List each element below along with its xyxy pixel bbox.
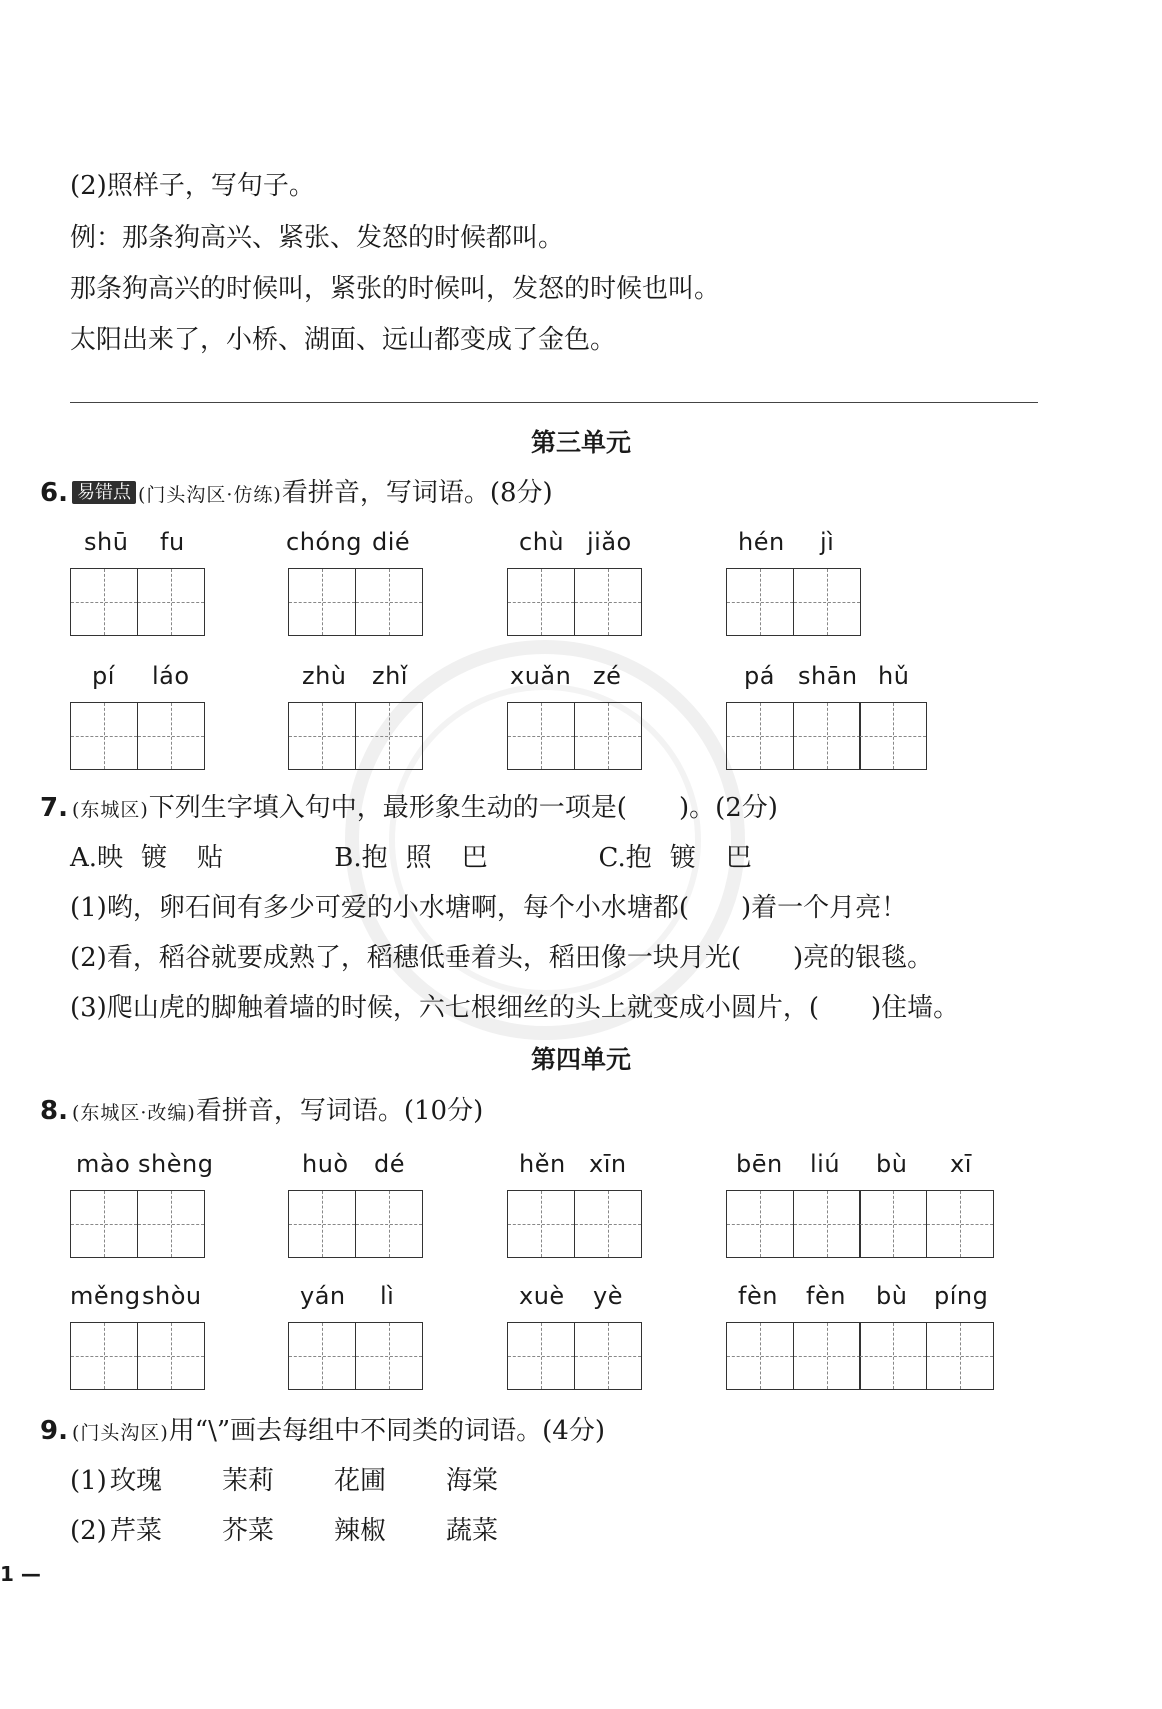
q6-number: 6. <box>40 478 68 508</box>
q7-text: 下列生字填入句中，最形象生动的一项是( )。(2分) <box>148 793 778 823</box>
row-label: (1) <box>70 1466 107 1496</box>
pinyin: fèn <box>806 1282 846 1310</box>
pinyin: xī <box>950 1150 972 1178</box>
answer-cell[interactable] <box>288 1190 356 1258</box>
pinyin: shèng <box>138 1150 214 1178</box>
answer-cell[interactable] <box>726 1322 794 1390</box>
q7-options <box>70 837 752 874</box>
row-label: (2) <box>70 1516 107 1546</box>
answer-cell[interactable] <box>355 702 423 770</box>
answer-cell[interactable] <box>137 1190 205 1258</box>
answer-cell[interactable] <box>859 1190 927 1258</box>
pinyin: liú <box>810 1150 841 1178</box>
option-char: 抱 <box>361 843 388 873</box>
pinyin: jì <box>820 528 835 556</box>
pinyin: xuǎn <box>510 662 572 690</box>
answer-cell[interactable] <box>859 1322 927 1390</box>
answer-cell[interactable] <box>793 1322 861 1390</box>
answer-cell[interactable] <box>355 1190 423 1258</box>
answer-cell[interactable] <box>793 702 861 770</box>
word[interactable]: 芥菜 <box>222 1516 275 1546</box>
answer-cell[interactable] <box>726 702 794 770</box>
pinyin: dé <box>374 1150 405 1178</box>
section-divider <box>70 402 1038 403</box>
pinyin: lì <box>380 1282 395 1310</box>
option-char: 照 <box>405 843 432 873</box>
pinyin: píng <box>934 1282 989 1310</box>
word[interactable]: 玫瑰 <box>110 1466 163 1496</box>
pinyin: bù <box>876 1282 908 1310</box>
pinyin: pí <box>92 662 115 690</box>
answer-cell[interactable] <box>507 1322 575 1390</box>
answer-cell[interactable] <box>507 568 575 636</box>
pinyin: shān <box>798 662 858 690</box>
q6-header <box>40 472 553 509</box>
word[interactable]: 茉莉 <box>222 1466 275 1496</box>
pinyin: chóng <box>286 528 363 556</box>
word[interactable]: 芹菜 <box>110 1516 163 1546</box>
pinyin: bēn <box>736 1150 783 1178</box>
option-char: 映 <box>97 843 124 873</box>
pinyin: yán <box>300 1282 346 1310</box>
answer-cell[interactable] <box>507 1190 575 1258</box>
q7-source: (东城区) <box>71 799 149 821</box>
word[interactable]: 蔬菜 <box>446 1516 499 1546</box>
pinyin: fu <box>160 528 185 556</box>
pinyin: měng <box>70 1282 141 1310</box>
q7-number: 7. <box>40 793 68 823</box>
answer-cell[interactable] <box>859 702 927 770</box>
answer-cell[interactable] <box>137 1322 205 1390</box>
answer-cell[interactable] <box>355 1322 423 1390</box>
answer-cell[interactable] <box>70 1322 138 1390</box>
option-a[interactable] <box>70 837 326 874</box>
q6-source: (门头沟区·仿练) <box>137 484 282 506</box>
answer-cell[interactable] <box>137 702 205 770</box>
option-b[interactable] <box>334 837 590 874</box>
q9-header <box>40 1410 605 1447</box>
word[interactable]: 辣椒 <box>334 1516 387 1546</box>
answer-cell[interactable] <box>574 568 642 636</box>
word[interactable]: 花圃 <box>334 1466 387 1496</box>
option-char: 巴 <box>725 843 752 873</box>
part2-instruction: (2)照样子，写句子。 <box>70 171 315 201</box>
pinyin: láo <box>152 662 190 690</box>
q7-item-2: (2)看，稻谷就要成熟了，稻穗低垂着头，稻田像一块月光( )亮的银毯。 <box>70 943 934 973</box>
pinyin: jiǎo <box>587 528 632 556</box>
q9-source: (门头沟区) <box>71 1422 169 1444</box>
option-char: 镀 <box>141 843 168 873</box>
pinyin: shū <box>84 528 129 556</box>
option-char: 贴 <box>197 843 224 873</box>
pinyin: hén <box>738 528 785 556</box>
page-number: 1 — <box>0 1562 41 1586</box>
pinyin: xuè <box>519 1282 565 1310</box>
answer-cell[interactable] <box>574 702 642 770</box>
part2-model: 那条狗高兴的时候叫，紧张的时候叫，发怒的时候也叫。 <box>70 274 721 304</box>
q8-number: 8. <box>40 1096 68 1126</box>
answer-cell[interactable] <box>507 702 575 770</box>
answer-cell[interactable] <box>288 702 356 770</box>
option-char: 抱 <box>625 843 652 873</box>
answer-cell[interactable] <box>793 1190 861 1258</box>
answer-cell[interactable] <box>288 1322 356 1390</box>
q7-item-3: (3)爬山虎的脚触着墙的时候，六七根细丝的头上就变成小圆片，( )住墙。 <box>70 993 960 1023</box>
pinyin: chù <box>519 528 565 556</box>
answer-cell[interactable] <box>574 1190 642 1258</box>
part2-task: 太阳出来了，小桥、湖面、远山都变成了金色。 <box>70 325 617 355</box>
q7-header <box>40 787 778 824</box>
q9-text: 用“\”画去每组中不同类的词语。(4分) <box>168 1416 605 1446</box>
part2-example: 例：那条狗高兴、紧张、发怒的时候都叫。 <box>70 223 565 253</box>
pinyin: zé <box>593 662 622 690</box>
q7-item-1: (1)哟，卵石间有多少可爱的小水塘啊，每个小水塘都( )着一个月亮！ <box>70 893 908 923</box>
answer-cell[interactable] <box>793 568 861 636</box>
q8-text: 看拼音，写词语。(10分) <box>195 1096 484 1126</box>
unit4-title: 第四单元 <box>530 1045 631 1074</box>
option-c[interactable] <box>599 837 752 874</box>
pinyin: yè <box>593 1282 623 1310</box>
answer-cell[interactable] <box>70 702 138 770</box>
answer-cell[interactable] <box>70 568 138 636</box>
pinyin: dié <box>372 528 411 556</box>
q9-number: 9. <box>40 1416 68 1446</box>
q9-row-1 <box>70 1460 558 1497</box>
answer-cell[interactable] <box>137 568 205 636</box>
pinyin: pá <box>744 662 775 690</box>
q9-row-2 <box>70 1510 558 1547</box>
option-char: 巴 <box>461 843 488 873</box>
word[interactable]: 海棠 <box>446 1466 499 1496</box>
q8-source: (东城区·改编) <box>71 1102 196 1124</box>
answer-cell[interactable] <box>726 568 794 636</box>
answer-cell[interactable] <box>926 1322 994 1390</box>
option-label: C. <box>598 843 626 873</box>
answer-cell[interactable] <box>574 1322 642 1390</box>
q6-badge: 易错点 <box>72 481 136 504</box>
pinyin: mào <box>76 1150 131 1178</box>
pinyin: hěn <box>519 1150 566 1178</box>
pinyin: zhù <box>302 662 347 690</box>
answer-cell[interactable] <box>288 568 356 636</box>
answer-cell[interactable] <box>926 1190 994 1258</box>
option-label: B. <box>334 843 362 873</box>
pinyin: xīn <box>589 1150 627 1178</box>
pinyin: fèn <box>738 1282 778 1310</box>
pinyin: bù <box>876 1150 908 1178</box>
pinyin: hǔ <box>878 662 910 690</box>
pinyin: zhǐ <box>372 662 408 690</box>
q6-text: 看拼音，写词语。(8分) <box>281 478 553 508</box>
option-char: 镀 <box>669 843 696 873</box>
pinyin: shòu <box>142 1282 202 1310</box>
q8-header <box>40 1090 483 1127</box>
pinyin: huò <box>302 1150 349 1178</box>
answer-cell[interactable] <box>355 568 423 636</box>
answer-cell[interactable] <box>70 1190 138 1258</box>
answer-cell[interactable] <box>726 1190 794 1258</box>
unit3-title: 第三单元 <box>530 428 631 457</box>
option-label: A. <box>70 843 98 873</box>
